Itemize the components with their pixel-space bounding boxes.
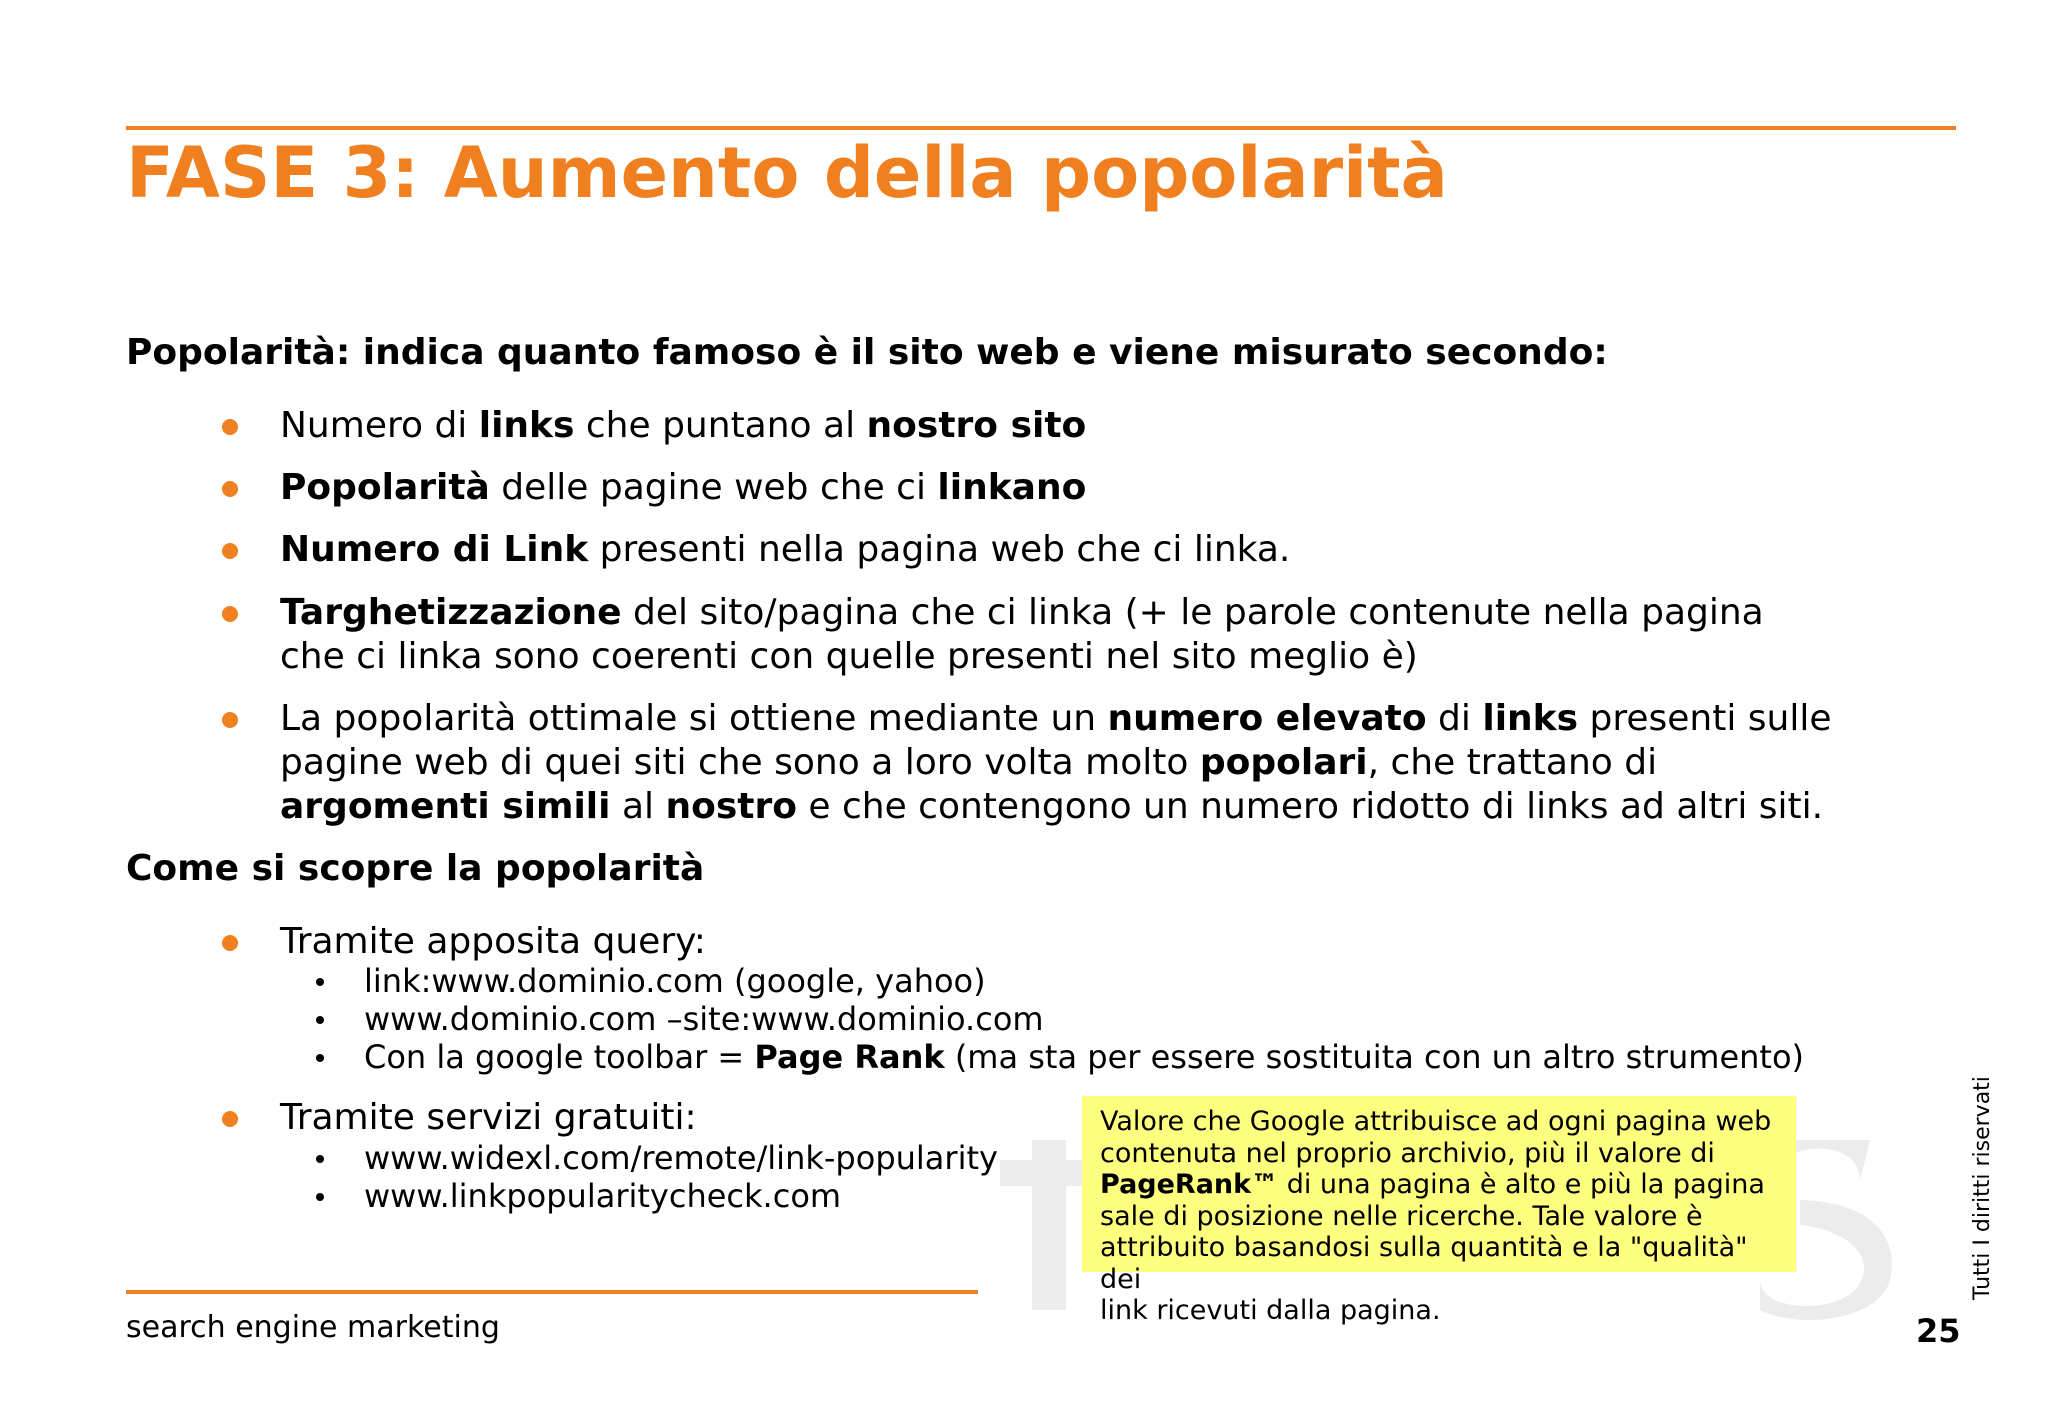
- sub-bullet-dot: [316, 1054, 324, 1062]
- services-method-label: Tramite servizi gratuiti:: [280, 1097, 697, 1138]
- note-line: PageRank™ di una pagina è alto e più la pagina: [1100, 1169, 1765, 1200]
- note-line: contenuta nel proprio archivio, più il valore di: [1100, 1137, 1715, 1169]
- bullet-dot: [222, 935, 238, 951]
- list-item: Numero di links che puntano al nostro sito: [280, 405, 1087, 446]
- list-item: Popolarità delle pagine web che ci linkano: [280, 467, 1087, 508]
- rights-notice: Tutti I diritti riservati: [1970, 1076, 1995, 1300]
- footer-text: search engine marketing: [126, 1310, 500, 1345]
- page-number: 25: [1916, 1312, 1961, 1350]
- sub-bullet-dot: [316, 978, 324, 986]
- sub-bullet-dot: [316, 1016, 324, 1024]
- bullet-dot: [222, 543, 238, 559]
- section1-heading: Popolarità: indica quanto famoso è il sito web e viene misurato secondo:: [126, 332, 1608, 373]
- note-line: link ricevuti dalla pagina.: [1100, 1295, 1441, 1326]
- bullet-dot: [222, 606, 238, 622]
- footer-rule: [126, 1290, 978, 1294]
- sub-bullet-dot: [316, 1193, 324, 1201]
- note-line: attribuito basandosi sulla quantità e la "qualità" dei: [1100, 1232, 1748, 1295]
- query-item: Con la google toolbar = Page Rank (ma sta per essere sostituita con un altro strumento): [364, 1038, 1805, 1076]
- bullet-dot: [222, 481, 238, 497]
- pagerank-note: [1082, 1096, 1796, 1326]
- query-item: link:www.dominio.com (google, yahoo): [364, 962, 986, 1000]
- note-line: sale di posizione nelle ricerche. Tale valore è: [1100, 1200, 1703, 1232]
- bullet-dot: [222, 419, 238, 435]
- bullet-dot: [222, 712, 238, 728]
- service-item: www.widexl.com/remote/link-popularity: [364, 1139, 998, 1177]
- note-line: Valore che Google attribuisce ad ogni pagina web: [1100, 1106, 1772, 1137]
- top-rule: [126, 126, 1956, 130]
- slide-title: FASE 3: Aumento della popolarità: [126, 132, 1448, 214]
- list-item: La popolarità ottimale si ottiene mediante un numero elevato di links presenti sulle pagine web di quei siti che sono a loro volta molto popolari, che trattano di argomenti simili al nostro e che contengono un numero ridotto di links ad altri siti.: [280, 698, 1832, 827]
- sub-bullet-dot: [316, 1155, 324, 1163]
- list-item: Targhetizzazione del sito/pagina che ci linka (+ le parole contenute nella pagina che ci linka sono coerenti con quelle presenti nel sito meglio è): [280, 592, 1764, 677]
- query-item: www.dominio.com –site:www.dominio.com: [364, 1000, 1044, 1038]
- query-method-label: Tramite apposita query:: [280, 921, 706, 962]
- list-item: Numero di Link presenti nella pagina web che ci linka.: [280, 529, 1291, 570]
- bullet-dot: [222, 1111, 238, 1127]
- service-item: www.linkpopularitycheck.com: [364, 1177, 842, 1215]
- section2-heading: Come si scopre la popolarità: [126, 848, 705, 889]
